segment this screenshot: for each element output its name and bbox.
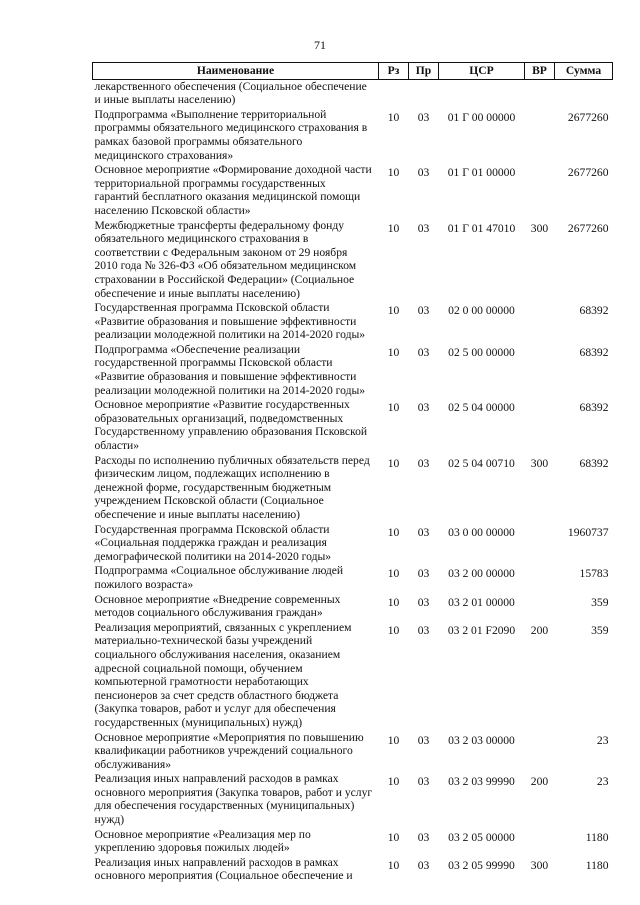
row-pr: 03 bbox=[417, 110, 430, 124]
table-row bbox=[93, 219, 613, 302]
row-csr: 02 5 04 00000 bbox=[448, 401, 515, 415]
table-row bbox=[93, 343, 613, 398]
table-row bbox=[93, 621, 613, 731]
row-vr bbox=[525, 828, 555, 856]
row-sum: 15783 bbox=[579, 567, 609, 581]
row-rz: 10 bbox=[387, 623, 400, 637]
row-rz: 10 bbox=[387, 595, 400, 609]
row-name: Подпрограмма «Выполнение территориальной программы обязательного медицинского страхования в рамках базовой программы обязательного медицинского страхования» bbox=[94, 107, 368, 162]
table-row bbox=[93, 454, 613, 523]
row-name: Основное мероприятие «Формирование доходной части территориальной программы государственных гарантий бесплатного оказания медицинской помощи населению Псковской области» bbox=[94, 163, 372, 217]
row-sum: 1180 bbox=[585, 858, 609, 872]
row-pr: 03 bbox=[417, 345, 430, 359]
row-vr bbox=[525, 301, 555, 343]
header-rz: Рз bbox=[379, 63, 409, 80]
row-pr: 03 bbox=[417, 221, 430, 235]
row-csr: 03 2 03 99990 bbox=[448, 775, 515, 789]
table-row bbox=[93, 828, 613, 856]
row-pr: 03 bbox=[417, 830, 430, 844]
row-pr: 03 bbox=[417, 775, 430, 789]
row-csr: 01 Г 01 00000 bbox=[447, 166, 516, 180]
row-name: лекарственного обеспечения (Социальное обеспечение и иные выплаты населению) bbox=[94, 79, 367, 107]
row-vr bbox=[525, 79, 555, 108]
table-row bbox=[93, 772, 613, 827]
row-sum: 2677260 bbox=[567, 166, 609, 180]
row-sum: 359 bbox=[591, 595, 609, 609]
row-name: Государственная программа Псковской области «Социальная поддержка граждан и реализация демографической политики на 2014-2020 годы» bbox=[94, 522, 332, 563]
row-csr bbox=[439, 79, 525, 108]
row-csr: 03 2 05 00000 bbox=[448, 830, 515, 844]
row-csr: 01 Г 00 00000 bbox=[447, 110, 516, 124]
row-pr: 03 bbox=[417, 623, 430, 637]
row-vr: 300 bbox=[530, 456, 549, 470]
row-vr bbox=[525, 163, 555, 218]
row-sum: 23 bbox=[596, 733, 609, 747]
row-pr: 03 bbox=[417, 595, 430, 609]
row-csr: 03 0 00 00000 bbox=[448, 525, 515, 539]
table-row bbox=[93, 398, 613, 453]
row-csr: 03 2 05 99990 bbox=[448, 858, 515, 872]
table-body bbox=[93, 79, 613, 884]
row-name: Основное мероприятие «Реализация мер по укреплению здоровья пожилых людей» bbox=[94, 827, 311, 855]
budget-table bbox=[92, 62, 613, 884]
row-vr bbox=[525, 343, 555, 398]
row-rz: 10 bbox=[387, 830, 400, 844]
row-pr bbox=[409, 79, 439, 108]
table-row bbox=[93, 593, 613, 621]
row-name: Основное мероприятие «Внедрение современных методов социального обслуживания граждан» bbox=[94, 592, 341, 620]
table-row bbox=[93, 79, 613, 108]
row-rz: 10 bbox=[387, 456, 400, 470]
row-sum: 68392 bbox=[579, 401, 609, 415]
row-vr bbox=[525, 108, 555, 163]
row-csr: 03 2 01 F2090 bbox=[447, 623, 516, 637]
table-header-row bbox=[93, 63, 613, 80]
row-name: Межбюджетные трансферты федеральному фонду обязательного медицинского страхования в соответствии с Федеральным законом от 29 ноября 2010 года № 326-ФЗ «Об обязательном медицинском страховании в Российской Федерации» (Социальное обеспечение и иные выплаты населению) bbox=[94, 218, 357, 300]
header-vr: ВР bbox=[525, 63, 555, 80]
row-vr: 300 bbox=[530, 858, 549, 872]
row-rz: 10 bbox=[387, 110, 400, 124]
table-row bbox=[93, 163, 613, 218]
row-csr: 03 2 01 00000 bbox=[448, 595, 515, 609]
row-pr: 03 bbox=[417, 858, 430, 872]
row-pr: 03 bbox=[417, 525, 430, 539]
row-sum: 68392 bbox=[579, 345, 609, 359]
table-row bbox=[93, 856, 613, 884]
row-vr bbox=[525, 731, 555, 773]
row-rz: 10 bbox=[387, 345, 400, 359]
row-name: Реализация мероприятий, связанных с укреплением материально-технической базы учреждений социального обслуживания населения, оказанием адресной социальной помощи, обучением компьютерной грамотности неработающих пенсионеров за счет средств областного бюджета (Закупка товаров, работ и услуг для обеспечения государственных (муниципальных) нужд) bbox=[94, 620, 352, 729]
header-pr: Пр bbox=[409, 63, 439, 80]
header-csr: ЦСР bbox=[439, 63, 525, 80]
row-sum: 68392 bbox=[579, 456, 609, 470]
row-pr: 03 bbox=[417, 567, 430, 581]
row-pr: 03 bbox=[417, 733, 430, 747]
row-rz: 10 bbox=[387, 733, 400, 747]
row-csr: 02 0 00 00000 bbox=[448, 304, 515, 318]
row-vr bbox=[525, 398, 555, 453]
row-sum: 2677260 bbox=[567, 221, 609, 235]
row-vr bbox=[525, 593, 555, 621]
row-csr: 03 2 03 00000 bbox=[448, 733, 515, 747]
row-rz: 10 bbox=[387, 525, 400, 539]
row-rz: 10 bbox=[387, 858, 400, 872]
table-row bbox=[93, 564, 613, 592]
row-csr: 03 2 00 00000 bbox=[448, 567, 515, 581]
table-row bbox=[93, 731, 613, 773]
row-rz bbox=[379, 79, 409, 108]
row-vr bbox=[525, 564, 555, 592]
row-sum: 1960737 bbox=[567, 525, 609, 539]
table-row bbox=[93, 108, 613, 163]
row-name: Реализация иных направлений расходов в рамках основного мероприятия (Закупка товаров, работ и услуг для обеспечения государственных (муниципальных) нужд) bbox=[94, 772, 373, 827]
row-pr: 03 bbox=[417, 304, 430, 318]
row-rz: 10 bbox=[387, 166, 400, 180]
row-csr: 01 Г 01 47010 bbox=[447, 221, 516, 235]
row-name: Основное мероприятие «Развитие государственных образовательных организаций, подведомственных Государственному управлению образования Псковской области» bbox=[94, 398, 368, 453]
row-rz: 10 bbox=[387, 304, 400, 318]
row-rz: 10 bbox=[387, 221, 400, 235]
header-sum: Сумма bbox=[555, 63, 613, 80]
row-name: Расходы по исполнению публичных обязательств перед физическим лицом, подлежащих исполнению в денежной форме, государственным бюджетным учреждением Псковской области (Социальное обеспечение и иные выплаты населению) bbox=[94, 453, 370, 521]
row-name: Подпрограмма «Социальное обслуживание людей пожилого возраста» bbox=[94, 564, 344, 591]
row-vr: 200 bbox=[530, 775, 549, 789]
row-vr bbox=[525, 523, 555, 565]
row-sum: 2677260 bbox=[567, 110, 609, 124]
row-rz: 10 bbox=[387, 567, 400, 581]
row-vr: 300 bbox=[530, 221, 549, 235]
row-sum bbox=[555, 79, 613, 108]
row-pr: 03 bbox=[417, 456, 430, 470]
row-rz: 10 bbox=[387, 401, 400, 415]
page-number: 71 bbox=[314, 38, 326, 52]
row-name: Реализация иных направлений расходов в рамках основного мероприятия (Социальное обеспечение и bbox=[94, 855, 353, 883]
row-rz: 10 bbox=[387, 775, 400, 789]
row-name: Основное мероприятие «Мероприятия по повышению квалификации работников учреждений социального обслуживания» bbox=[94, 730, 364, 771]
header-name: Наименование bbox=[93, 63, 379, 80]
row-csr: 02 5 04 00710 bbox=[448, 456, 515, 470]
row-pr: 03 bbox=[417, 401, 430, 415]
table-row bbox=[93, 523, 613, 565]
table-row bbox=[93, 301, 613, 343]
row-sum: 23 bbox=[596, 775, 609, 789]
row-csr: 02 5 00 00000 bbox=[448, 345, 515, 359]
row-vr: 200 bbox=[530, 623, 549, 637]
row-sum: 1180 bbox=[585, 830, 609, 844]
row-name: Государственная программа Псковской области «Развитие образования и повышение эффективности реализации молодежной политики на 2014-2020 годы» bbox=[94, 301, 366, 342]
row-sum: 359 bbox=[591, 623, 609, 637]
row-pr: 03 bbox=[417, 166, 430, 180]
row-sum: 68392 bbox=[579, 304, 609, 318]
row-name: Подпрограмма «Обеспечение реализации государственной программы Псковской области «Развитие образования и повышение эффективности реализации молодежной политики на 2014-2020 годы» bbox=[94, 342, 366, 397]
